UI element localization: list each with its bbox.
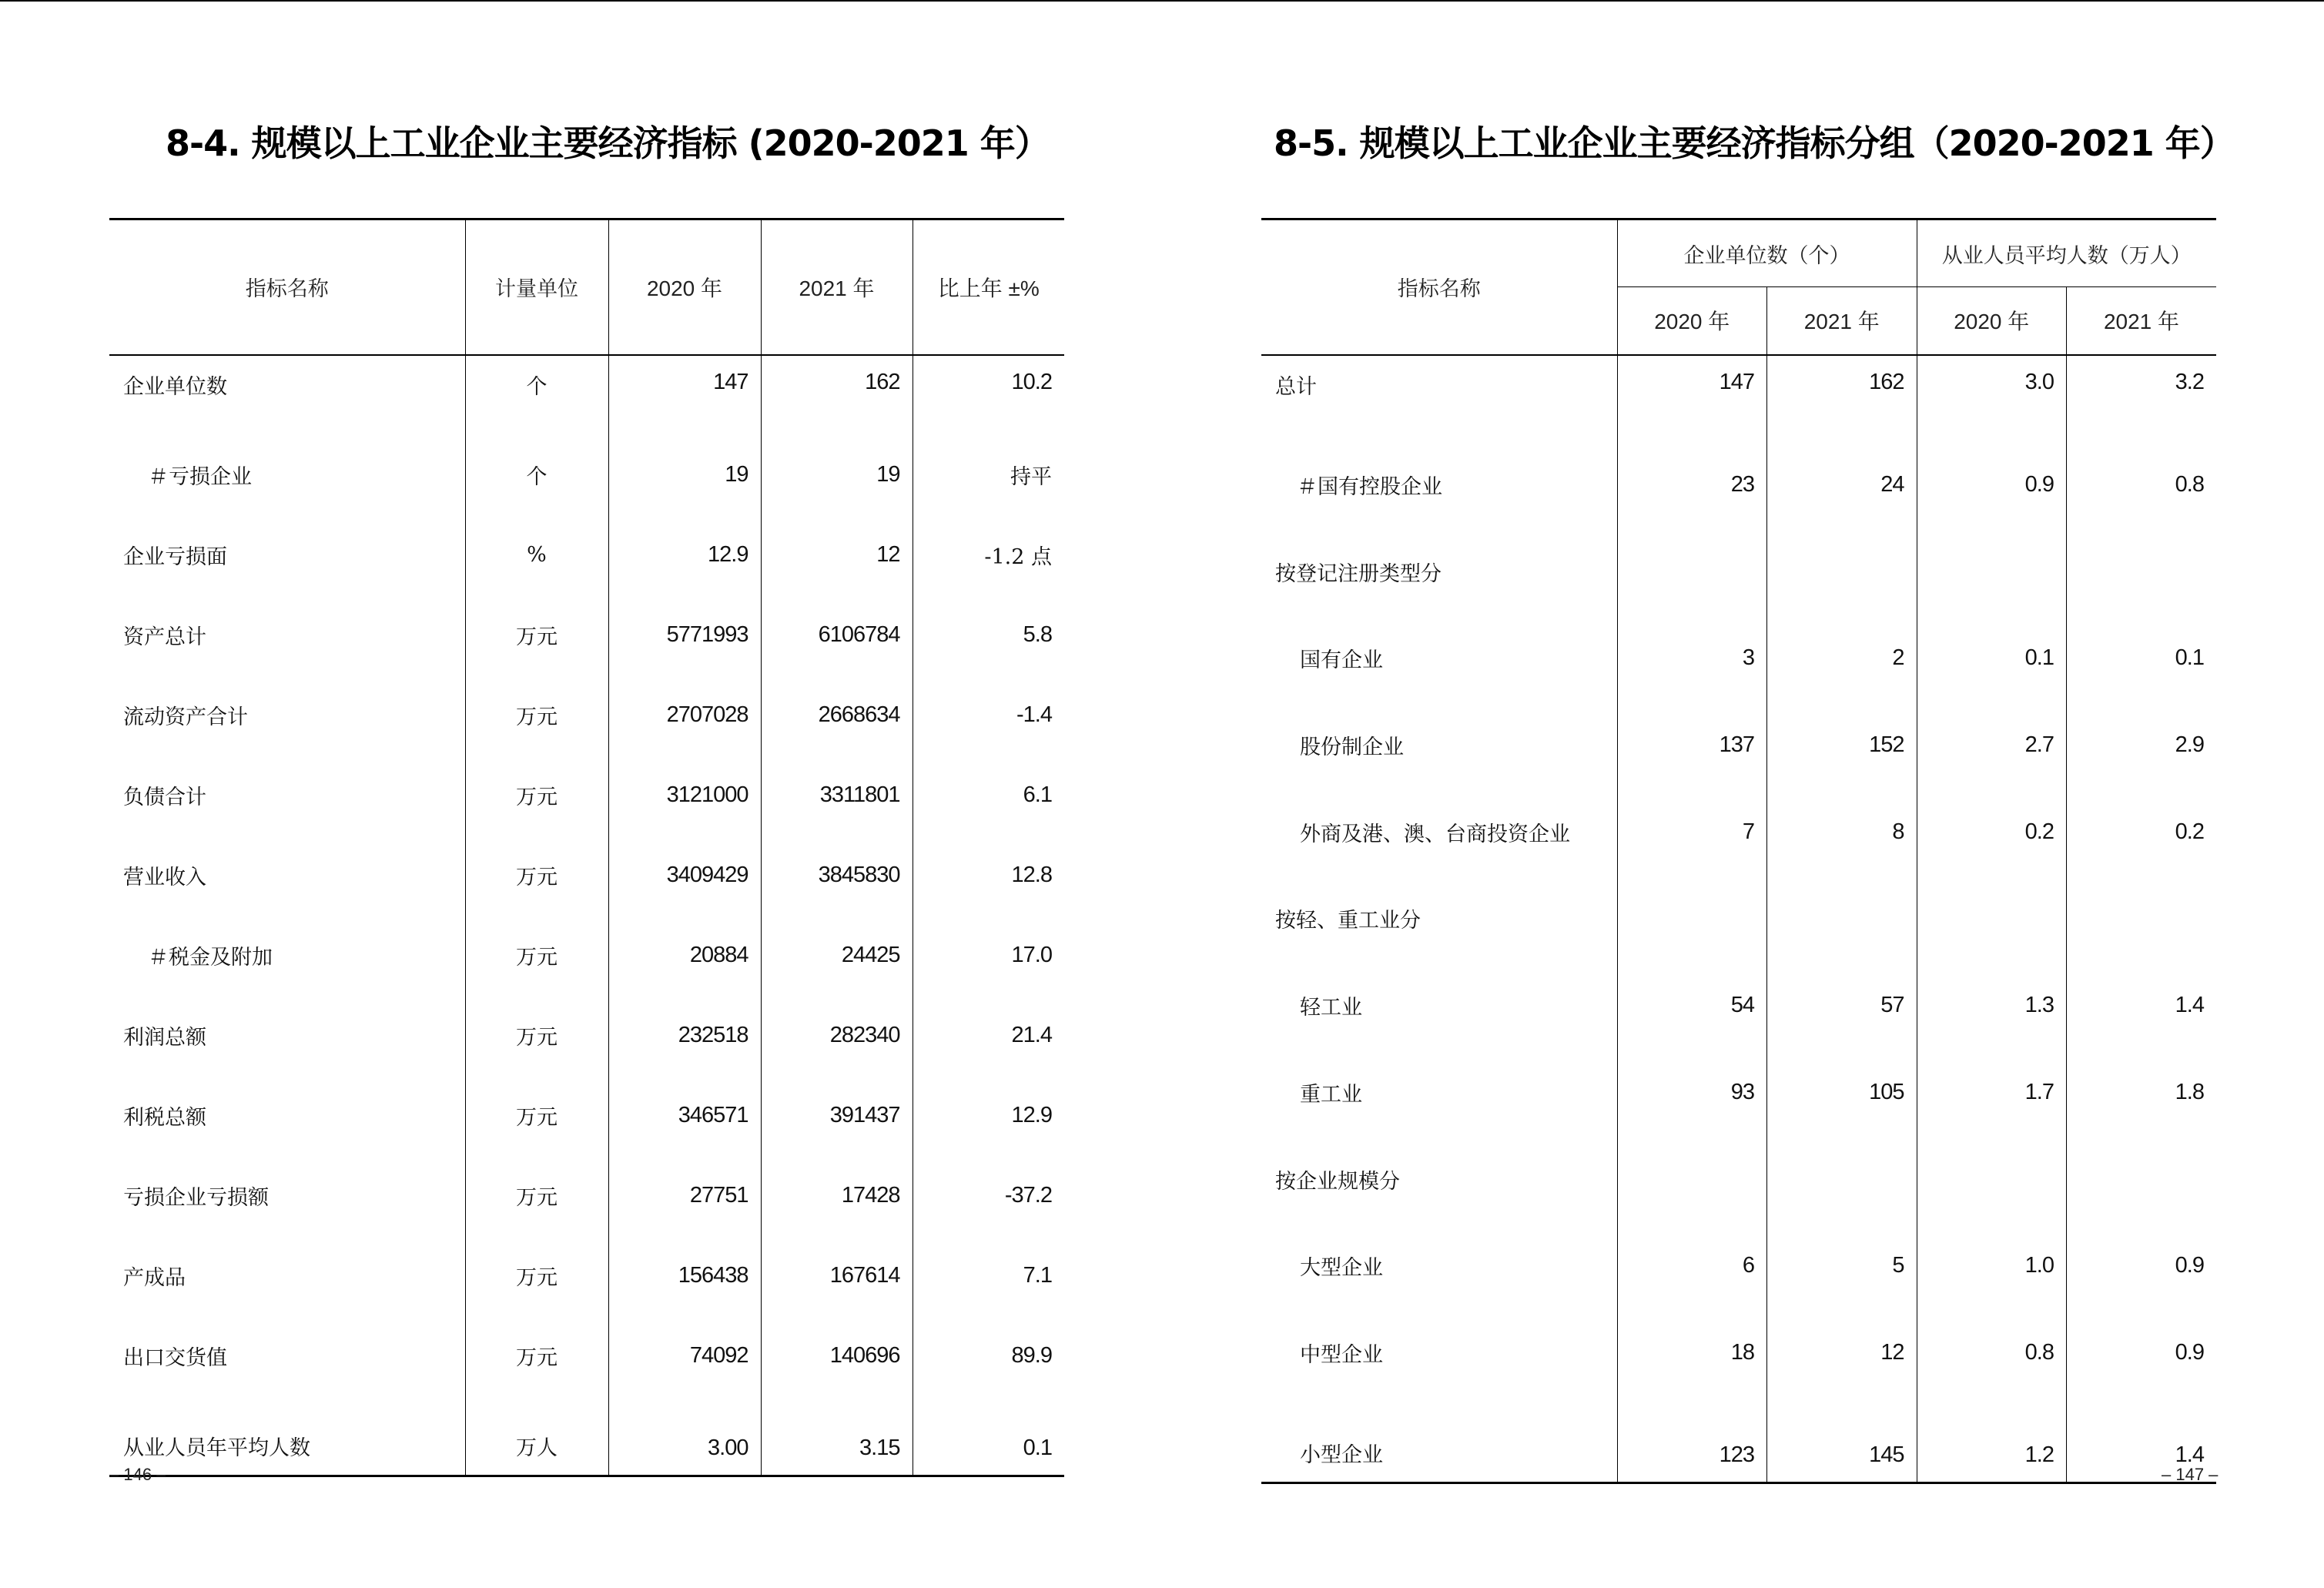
header-enterprise-2021: 2021 年 — [1767, 287, 1917, 355]
header-change: 比上年 ±% — [913, 219, 1064, 355]
value-2021: 167614 — [761, 1236, 913, 1316]
employees-2021 — [2067, 528, 2217, 615]
indicator-groups-table — [1261, 218, 2219, 1484]
enterprises-2020: 123 — [1617, 1396, 1767, 1483]
value-2021: 391437 — [761, 1076, 913, 1156]
header-2020: 2020 年 — [608, 219, 761, 355]
change-percent: 6.1 — [1023, 782, 1052, 807]
employees-2021: 1.8 — [2175, 1079, 2204, 1104]
table-row — [1261, 876, 2216, 963]
indicator-name: 轻工业 — [1261, 962, 1617, 1049]
indicator-name: 中型企业 — [1261, 1309, 1617, 1396]
value-2020: 19 — [608, 435, 761, 515]
header-indicator-name: 指标名称 — [109, 219, 465, 355]
value-2020: 20884 — [608, 916, 761, 996]
unit-cell: 万元 — [465, 1316, 608, 1396]
value-2020: 74092 — [608, 1316, 761, 1396]
indicator-name: 出口交货值 — [109, 1316, 465, 1396]
table-row — [1261, 615, 2216, 702]
indicator-name: 从业人员年平均人数 — [109, 1396, 465, 1476]
enterprises-2020: 137 — [1617, 702, 1767, 789]
indicator-name: ＃国有控股企业 — [1261, 441, 1617, 528]
change-percent: -1.4 — [1016, 702, 1052, 727]
employees-2021 — [2067, 876, 2217, 963]
table-header-row — [1261, 219, 2216, 287]
value-2021: 3.15 — [761, 1396, 913, 1476]
table-row — [109, 515, 1064, 595]
enterprises-2020 — [1617, 876, 1767, 963]
change-percent: 12.9 — [1011, 1103, 1052, 1127]
table-row — [109, 1396, 1064, 1476]
indicator-name: ＃亏损企业 — [109, 435, 465, 515]
employees-2021 — [2067, 1136, 2217, 1223]
table-row — [1261, 702, 2216, 789]
employees-2020: 0.8 — [1917, 1309, 2067, 1396]
employees-2020: 0.2 — [1917, 789, 2067, 876]
right-table-title: 8-5. 规模以上工业企业主要经济指标分组（2020-2021 年） — [1274, 122, 2235, 164]
employees-2021: 0.9 — [2175, 1253, 2204, 1278]
indicator-name: 资产总计 — [109, 595, 465, 675]
employees-2021: 0.9 — [2175, 1339, 2204, 1365]
employees-2020: 1.0 — [1917, 1222, 2067, 1309]
table-row — [109, 836, 1064, 916]
enterprises-2020: 93 — [1617, 1049, 1767, 1136]
indicator-name: 国有企业 — [1261, 615, 1617, 702]
enterprises-2020 — [1617, 1136, 1767, 1223]
unit-cell: 万元 — [465, 675, 608, 755]
value-2021: 3845830 — [761, 836, 913, 916]
enterprises-2020 — [1617, 528, 1767, 615]
enterprises-2020: 18 — [1617, 1309, 1767, 1396]
enterprises-2021: 8 — [1767, 789, 1917, 876]
enterprises-2021: 152 — [1767, 702, 1917, 789]
table-row — [1261, 528, 2216, 615]
employees-2021: 1.4 — [2175, 993, 2204, 1018]
indicator-name: 亏损企业亏损额 — [109, 1156, 465, 1236]
employees-2020: 1.7 — [1917, 1049, 2067, 1136]
value-2021: 3311801 — [761, 755, 913, 836]
unit-cell: 万元 — [465, 595, 608, 675]
table-row — [1261, 1049, 2216, 1136]
indicator-name: 股份制企业 — [1261, 702, 1617, 789]
change-percent: 5.8 — [1023, 622, 1052, 647]
value-2020: 3121000 — [608, 755, 761, 836]
table-row — [109, 675, 1064, 755]
table-row — [1261, 1309, 2216, 1396]
table-row — [109, 595, 1064, 675]
indicator-name: 产成品 — [109, 1236, 465, 1316]
employees-2020 — [1917, 1136, 2067, 1223]
table-row — [109, 1156, 1064, 1236]
indicator-name: 外商及港、澳、台商投资企业 — [1261, 789, 1617, 876]
table-row — [1261, 1136, 2216, 1223]
value-2020: 346571 — [608, 1076, 761, 1156]
change-percent: 12.8 — [1011, 863, 1052, 887]
economic-indicators-table — [109, 218, 1064, 1477]
table-row — [109, 996, 1064, 1076]
unit-cell: 万元 — [465, 916, 608, 996]
employees-2021: 0.2 — [2175, 819, 2204, 844]
header-enterprise-count: 企业单位数（个） — [1617, 219, 1917, 287]
employees-2021: 1.4 — [2175, 1442, 2204, 1467]
enterprises-2021: 5 — [1767, 1222, 1917, 1309]
change-percent: 17.0 — [1011, 943, 1052, 967]
value-2020: 27751 — [608, 1156, 761, 1236]
value-2021: 140696 — [761, 1316, 913, 1396]
table-row — [109, 916, 1064, 996]
value-2021: 162 — [761, 355, 913, 435]
indicator-name: 流动资产合计 — [109, 675, 465, 755]
employees-2020: 3.0 — [1917, 355, 2067, 442]
indicator-name: 按登记注册类型分 — [1261, 528, 1617, 615]
change-percent: 7.1 — [1023, 1263, 1052, 1288]
table-row — [109, 1316, 1064, 1396]
indicator-name: 企业单位数 — [109, 355, 465, 435]
change-percent: -37.2 — [1004, 1183, 1052, 1208]
indicator-name: 利润总额 — [109, 996, 465, 1076]
indicator-name: 负债合计 — [109, 755, 465, 836]
enterprises-2020: 23 — [1617, 441, 1767, 528]
employees-2020: 1.2 — [1917, 1396, 2067, 1483]
employees-2020 — [1917, 528, 2067, 615]
header-employees-2021: 2021 年 — [2067, 287, 2217, 355]
table-row — [109, 435, 1064, 515]
enterprises-2020: 147 — [1617, 355, 1767, 442]
employees-2020: 0.9 — [1917, 441, 2067, 528]
indicator-name: ＃税金及附加 — [109, 916, 465, 996]
value-2021: 282340 — [761, 996, 913, 1076]
indicator-name: 小型企业 — [1261, 1396, 1617, 1483]
indicator-name: 营业收入 — [109, 836, 465, 916]
change-percent: 持平 — [1010, 465, 1052, 489]
left-table-title: 8-4. 规模以上工业企业主要经济指标 (2020-2021 年） — [166, 122, 1050, 164]
employees-2020: 2.7 — [1917, 702, 2067, 789]
change-percent: 0.1 — [1023, 1436, 1052, 1460]
page-number-left: – 146 – — [109, 1465, 166, 1484]
enterprises-2021: 162 — [1767, 355, 1917, 442]
value-2021: 17428 — [761, 1156, 913, 1236]
unit-cell: 万元 — [465, 1156, 608, 1236]
enterprises-2021: 24 — [1767, 441, 1917, 528]
value-2020: 2707028 — [608, 675, 761, 755]
header-2021: 2021 年 — [761, 219, 913, 355]
employees-2021: 0.1 — [2175, 645, 2204, 671]
value-2021: 12 — [761, 515, 913, 595]
employees-2020: 1.3 — [1917, 962, 2067, 1049]
change-percent: 10.2 — [1011, 369, 1052, 394]
enterprises-2021: 57 — [1767, 962, 1917, 1049]
enterprises-2020: 6 — [1617, 1222, 1767, 1309]
enterprises-2021 — [1767, 528, 1917, 615]
value-2021: 2668634 — [761, 675, 913, 755]
employees-2020: 0.1 — [1917, 615, 2067, 702]
value-2020: 3409429 — [608, 836, 761, 916]
unit-cell: % — [465, 515, 608, 595]
indicator-name: 企业亏损面 — [109, 515, 465, 595]
table-row — [1261, 962, 2216, 1049]
unit-cell: 万元 — [465, 836, 608, 916]
indicator-name: 按企业规模分 — [1261, 1136, 1617, 1223]
indicator-name: 利税总额 — [109, 1076, 465, 1156]
enterprises-2021: 105 — [1767, 1049, 1917, 1136]
change-percent: -1.2 点 — [984, 545, 1052, 569]
enterprises-2021: 12 — [1767, 1309, 1917, 1396]
unit-cell: 万元 — [465, 755, 608, 836]
enterprises-2020: 3 — [1617, 615, 1767, 702]
indicator-name: 总计 — [1261, 355, 1617, 442]
enterprises-2020: 54 — [1617, 962, 1767, 1049]
change-percent: 21.4 — [1011, 1023, 1052, 1047]
unit-cell: 个 — [465, 435, 608, 515]
enterprises-2021 — [1767, 876, 1917, 963]
value-2020: 232518 — [608, 996, 761, 1076]
value-2020: 12.9 — [608, 515, 761, 595]
header-unit: 计量单位 — [465, 219, 608, 355]
indicator-name: 按轻、重工业分 — [1261, 876, 1617, 963]
employees-2021: 2.9 — [2175, 732, 2204, 758]
unit-cell: 万元 — [465, 1236, 608, 1316]
value-2020: 5771993 — [608, 595, 761, 675]
right-page — [1162, 0, 2324, 1588]
header-avg-employees: 从业人员平均人数（万人） — [1917, 219, 2216, 287]
value-2021: 19 — [761, 435, 913, 515]
value-2021: 24425 — [761, 916, 913, 996]
value-2020: 3.00 — [608, 1396, 761, 1476]
enterprises-2020: 7 — [1617, 789, 1767, 876]
value-2020: 156438 — [608, 1236, 761, 1316]
header-enterprise-2020: 2020 年 — [1617, 287, 1767, 355]
enterprises-2021 — [1767, 1136, 1917, 1223]
employees-2021: 3.2 — [2175, 369, 2204, 394]
table-row — [1261, 789, 2216, 876]
page-number-right: – 147 – — [2162, 1465, 2219, 1484]
table-row — [1261, 441, 2216, 528]
table-row — [109, 1236, 1064, 1316]
unit-cell: 万人 — [465, 1396, 608, 1476]
value-2021: 6106784 — [761, 595, 913, 675]
indicator-name: 大型企业 — [1261, 1222, 1617, 1309]
table-row — [1261, 355, 2216, 442]
unit-cell: 万元 — [465, 996, 608, 1076]
unit-cell: 万元 — [465, 1076, 608, 1156]
header-indicator-name: 指标名称 — [1261, 219, 1617, 355]
enterprises-2021: 145 — [1767, 1396, 1917, 1483]
unit-cell: 个 — [465, 355, 608, 435]
table-row — [109, 755, 1064, 836]
enterprises-2021: 2 — [1767, 615, 1917, 702]
table-row — [1261, 1222, 2216, 1309]
table-row — [109, 1076, 1064, 1156]
change-percent: 89.9 — [1011, 1343, 1052, 1368]
table-row — [1261, 1396, 2216, 1483]
indicator-name: 重工业 — [1261, 1049, 1617, 1136]
employees-2020 — [1917, 876, 2067, 963]
header-employees-2020: 2020 年 — [1917, 287, 2067, 355]
table-header-row — [109, 219, 1064, 355]
value-2020: 147 — [608, 355, 761, 435]
employees-2021: 0.8 — [2175, 472, 2204, 498]
table-row — [109, 355, 1064, 435]
